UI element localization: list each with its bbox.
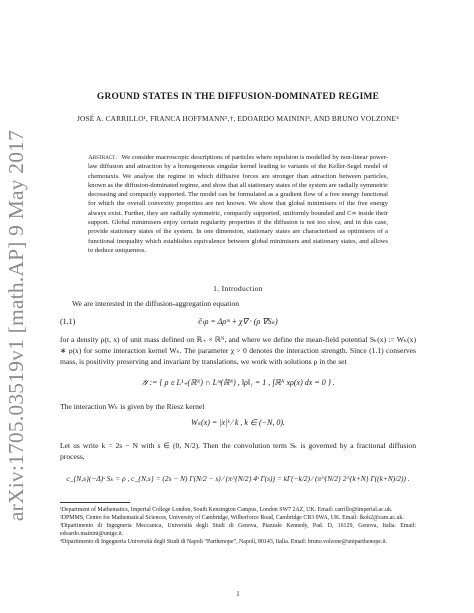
paragraph-density: for a density ρ(t, x) of unit mass defined on ℝ₊ × ℝᴺ, and where we define the mean-field potential Sₖ(x) := Wₖ(x) ∗ ρ(x) for some interaction kernel Wₖ. The parameter χ > 0 denotes the interaction strength. Since (1.1) conserves mass, is positivity preserving and invariant by translations, we work with solutions ρ in the set <box>60 335 416 367</box>
arxiv-identifier <box>2 129 32 521</box>
equation-content: 𝒴 := { ρ ∈ L¹₊(ℝᴺ) ∩ Lᵐ(ℝᴺ) , ‖ρ‖₁ = 1 , ∫ℝᴺ xρ(x) dx = 0 } . <box>141 378 335 387</box>
arxiv-id-text: arXiv:1705.03519v1 [math.AP] 9 May 2017 <box>4 129 29 521</box>
author-list: JOSÉ A. CARRILLO¹, FRANCA HOFFMANN²,†, EDOARDO MAININI³, AND BRUNO VOLZONE⁴ <box>77 114 399 123</box>
equation-content: c_{N,s}(−Δ)ˢ Sₖ = ρ , c_{N,s} = (2s − N) Γ(N/2 − s) ⁄ (π^{N/2} 4ˢ Γ(s)) = kΓ(−k/2) ⁄ (π^{N/2} 2^{k+N} Γ((k+N)/2)) . <box>66 474 410 483</box>
abstract <box>88 153 388 255</box>
paragraph-fractional: Let us write k = 2s − N with s ∈ (0, N/2). Then the convolution term Sₖ is governed by a fractional diffusion process, <box>60 441 416 462</box>
paragraph-interaction: The interaction Wₖ is given by the Riesz kernel <box>60 402 205 411</box>
footnote-affiliation-3: ³Dipartimento di Ingegneria Meccanica, Università degli Studi di Genova, Piazzale Kennedy, Pad. D, 16129, Genova, Italia. Email: edoardo.mainini@unige.it. <box>60 523 416 538</box>
equation-content: Wₖ(x) = |x|ᵏ ⁄ k , k ∈ (−N, 0). <box>190 418 285 427</box>
page-number: 1 <box>236 591 240 598</box>
abstract-heading: Abstract. <box>88 154 117 161</box>
footnote-affiliation-1: ¹Department of Mathematics, Imperial College London, South Kensington Campus, London SW7 2AZ, UK. Email: carrillo@imperial.ac.uk. <box>60 507 393 513</box>
equation-content: ∂ₜρ = Δρᵐ + χ∇ · (ρ ∇Sₖ) <box>198 317 278 326</box>
equation-number: (1.1) <box>60 317 76 326</box>
paper-title: GROUND STATES IN THE DIFFUSION-DOMINATED REGIME <box>96 92 380 102</box>
abstract-text: We consider macroscopic descriptions of particles where repulsion is modelled by non-linear power-law diffusion and attraction by a homogeneous singular kernel leading to variants of the Keller-Segel model of chemotaxis. We analyse the regime in which diffusive forces are stronger than attraction between particles, known as the diffusion-dominated regime, and show that all stationary states of the system are radially symmetric decreasing and compactly supported. The model can be formulated as a gradient flow of a free energy functional for which the overall convexity properties are not known. We show that global minimisers of the free energy always exist. Further, they are radially symmetric, compactly supported, uniformly bounded and C∞ inside their support. Global minimisers enjoy certain regularity properties if the diffusion is not too slow, and in this case, provide stationary states of the system. In one dimension, stationary states are characterised as optimisers of a functional inequality which establishes equivalence between global minimisers and stationary states, and allows to deduce uniqueness. <box>88 154 389 254</box>
footnotes <box>60 506 416 546</box>
section-heading: 1. Introduction <box>213 284 263 293</box>
footnote-divider <box>60 502 130 503</box>
footnote-affiliation-2: ²DPMMS, Centre for Mathematical Sciences, University of Cambridge, Wilberforce Road, Cambridge CB3 0WA, UK. Email: fkoh2@cam.ac.uk. <box>60 515 404 522</box>
paragraph-intro: We are interested in the diffusion-aggregation equation <box>72 299 240 308</box>
footnote-affiliation-4: ⁴Dipartimento di Ingegneria Università degli Studi di Napoli “Parthenope”, Napoli, 80143, Italia. Email: bruno.volzone@uniparthenope.it. <box>60 539 388 546</box>
